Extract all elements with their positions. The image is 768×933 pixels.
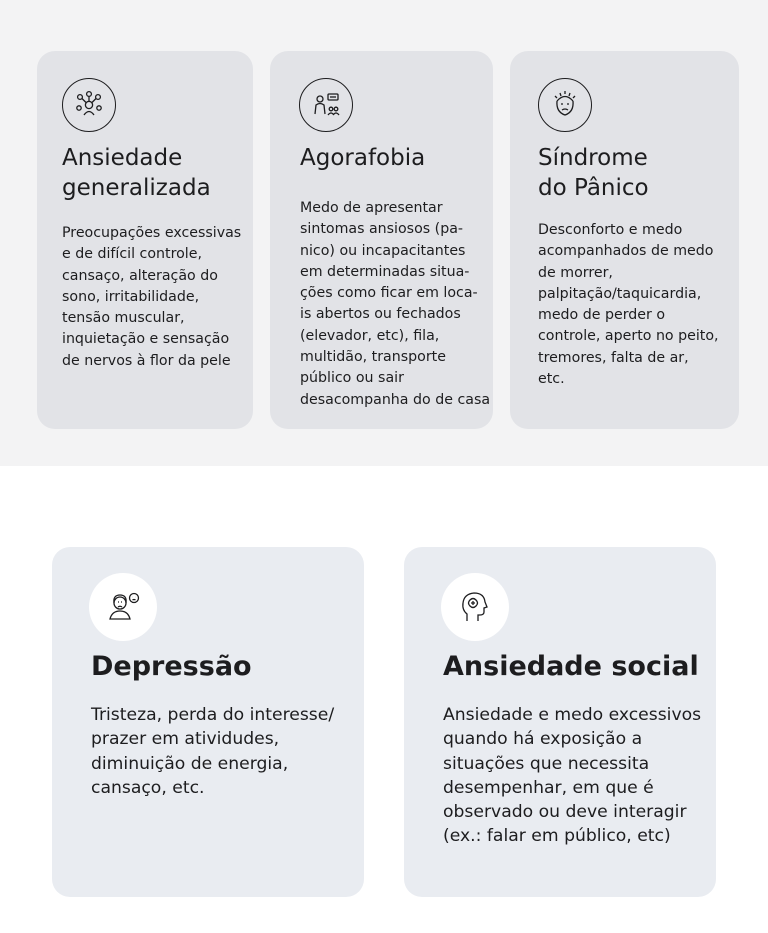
desc-line: tensão muscular,: [62, 310, 185, 327]
desc-line: Medo de apresentar: [300, 200, 443, 216]
card-title-line: Ansiedade: [62, 145, 183, 171]
head-profile-icon: [441, 573, 509, 641]
card-title-line: Agorafobia: [300, 145, 426, 171]
desc-line: de nervos à flor da pele: [62, 352, 231, 369]
card-ansiedade-social: [404, 547, 716, 897]
card-description: [300, 198, 490, 411]
card-description: [538, 220, 719, 390]
sad-person-icon: [89, 573, 157, 641]
desc-line: sono, irritabilidade,: [62, 288, 200, 305]
desc-line: sintomas ansiosos (pa-: [300, 221, 464, 238]
desc-line: (ex.: falar em público, etc): [443, 826, 671, 847]
desc-line: desacompanha do de casa: [300, 391, 491, 408]
card-sindrome-do-panico: [510, 51, 739, 429]
desc-line: em determinadas situa-: [300, 263, 470, 280]
desc-line: observado ou deve interagir: [443, 802, 687, 823]
card-title: [538, 144, 728, 204]
desc-line: palpitação/taquicardia,: [538, 285, 702, 302]
card-title-line: Ansiedade social: [443, 651, 699, 682]
desc-line: ções como ficar em loca-: [300, 285, 478, 302]
desc-line: multidão, transporte: [300, 349, 446, 366]
card-title: [443, 649, 743, 684]
desc-line: medo de perder o: [538, 307, 666, 324]
desc-line: quando há exposição a: [443, 729, 643, 750]
card-description: [91, 703, 334, 800]
card-title-line: do Pânico: [538, 174, 649, 201]
desc-line: público ou sair: [300, 370, 404, 387]
card-title: [62, 144, 252, 204]
desc-line: tremores, falta de ar,: [538, 349, 689, 366]
desc-line: diminuição de energia,: [91, 753, 289, 774]
desc-line: etc.: [538, 371, 565, 388]
desc-line: Preocupações excessivas: [62, 225, 242, 241]
card-description: [62, 223, 241, 372]
card-depressao: [52, 547, 364, 897]
card-title-line: generalizada: [62, 174, 211, 201]
people-network-icon: [62, 78, 116, 132]
desc-line: desempenhar, em que é: [443, 777, 654, 798]
desc-line: cansaço, alteração do: [62, 267, 218, 284]
desc-line: cansaço, etc.: [91, 777, 205, 798]
desc-line: Ansiedade e medo excessivos: [443, 705, 702, 725]
desc-line: Tristeza, perda do interesse/: [91, 705, 335, 725]
desc-line: is abertos ou fechados: [300, 306, 461, 323]
desc-line: (elevador, etc), fila,: [300, 327, 440, 344]
stressed-face-icon: [538, 78, 592, 132]
desc-line: inquietação e sensação: [62, 331, 230, 348]
card-description: [443, 703, 701, 849]
desc-line: situações que necessita: [443, 753, 650, 774]
card-agorafobia: [270, 51, 493, 429]
desc-line: Desconforto e medo: [538, 222, 683, 238]
card-ansiedade-generalizada: [37, 51, 253, 429]
desc-line: de morrer,: [538, 264, 613, 281]
card-title-line: Depressão: [91, 651, 252, 682]
desc-line: e de difícil controle,: [62, 246, 202, 263]
card-title: [300, 144, 490, 174]
desc-line: nico) ou incapacitantes: [300, 242, 466, 259]
desc-line: acompanhados de medo: [538, 243, 714, 260]
person-crowd-icon: [299, 78, 353, 132]
card-title-line: Síndrome: [538, 145, 648, 171]
desc-line: prazer em atividudes,: [91, 729, 280, 750]
card-title: [91, 649, 391, 684]
desc-line: controle, aperto no peito,: [538, 328, 719, 345]
